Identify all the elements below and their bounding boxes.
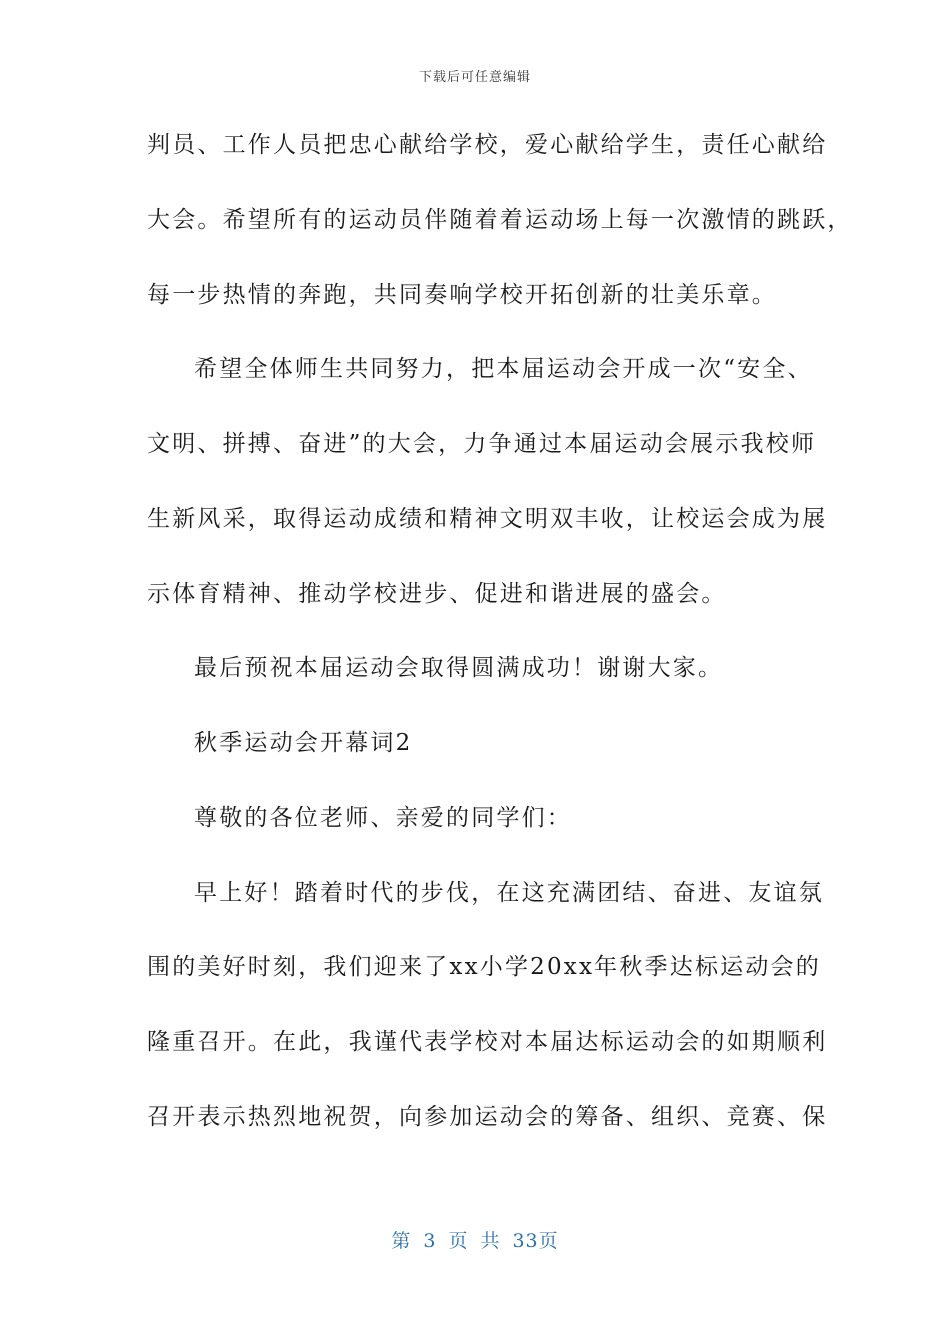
text-line: 希望全体师生共同努力，把本届运动会开成一次“安全、	[194, 356, 813, 382]
footer-page-number: 3	[423, 1230, 437, 1252]
text-line: 围的美好时刻，我们迎来了xx小学20xx年秋季达标运动会的	[147, 954, 821, 980]
text-line: 最后预祝本届运动会取得圆满成功！谢谢大家。	[194, 655, 724, 681]
section-heading: 秋季运动会开幕词2	[194, 730, 413, 756]
text-line: 隆重召开。在此，我谨代表学校对本届达标运动会的如期顺利	[147, 1029, 828, 1055]
footer-total-pages: 33页	[512, 1230, 559, 1252]
footer-ye: 页	[448, 1230, 469, 1252]
header-note: 下载后可任意编辑	[418, 70, 531, 85]
text-line: 文明、拼搏、奋进”的大会，力争通过本届运动会展示我校师	[147, 431, 817, 457]
text-line: 召开表示热烈地祝贺，向参加运动会的筹备、组织、竞赛、保	[147, 1104, 828, 1130]
text-line: 生新风采，取得运动成绩和精神文明双丰收，让校运会成为展	[147, 506, 828, 532]
text-line: 大会。希望所有的运动员伴随着着运动场上每一次激情的跳跃，	[147, 207, 853, 233]
salutation: 尊敬的各位老师、亲爱的同学们：	[194, 805, 572, 831]
page-footer	[0, 1226, 950, 1253]
text-line: 早上好！踏着时代的步伐，在这充满团结、奋进、友谊氛	[194, 880, 824, 906]
text-line: 判员、工作人员把忠心献给学校，爱心献给学生，责任心献给	[147, 132, 828, 158]
text-line: 示体育精神、推动学校进步、促进和谐进展的盛会。	[147, 581, 727, 607]
text-line: 每一步热情的奔跑，共同奏响学校开拓创新的壮美乐章。	[147, 282, 777, 308]
footer-di: 第	[391, 1230, 412, 1252]
footer-gong: 共	[480, 1230, 501, 1252]
